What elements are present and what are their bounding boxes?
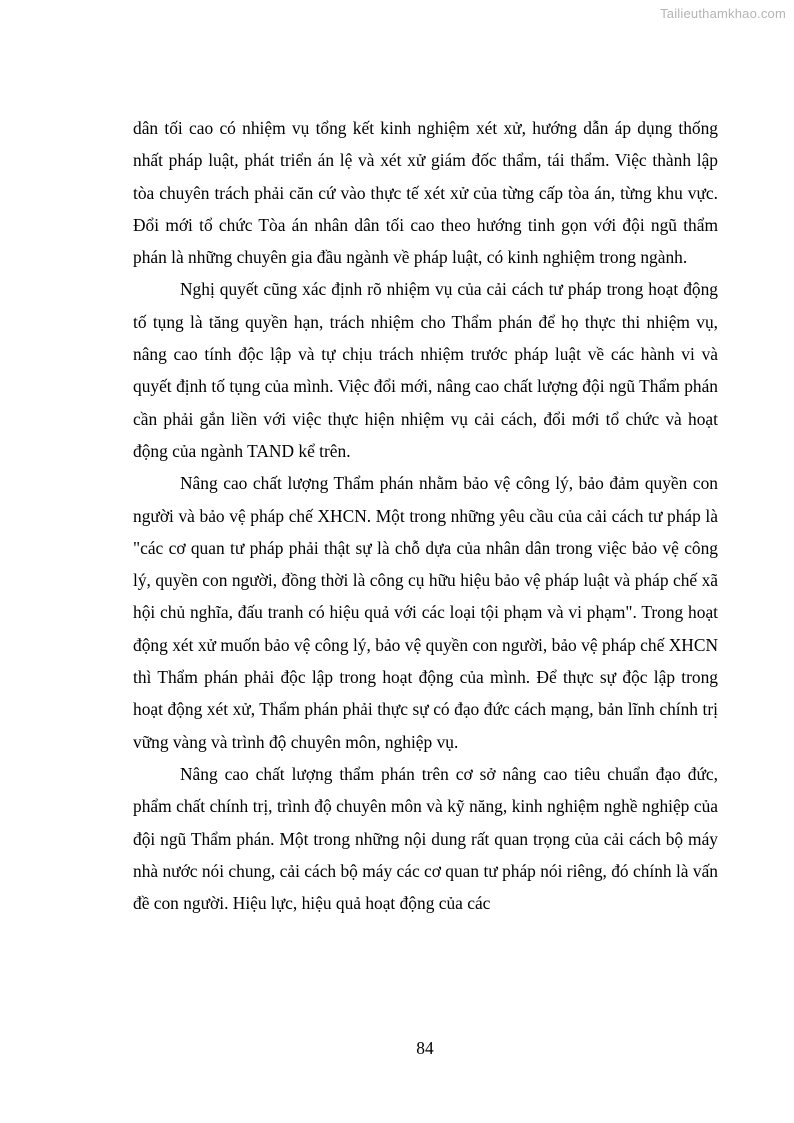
document-body bbox=[133, 112, 718, 919]
paragraph-continued: dân tối cao có nhiệm vụ tổng kết kinh nghiệm xét xử, hướng dẫn áp dụng thống nhất pháp luật, phát triển án lệ và xét xử giám đốc thẩm, tái thẩm. Việc thành lập tòa chuyên trách phải căn cứ vào thực tế xét xử của từng cấp tòa án, từng khu vực. Đổi mới tổ chức Tòa án nhân dân tối cao theo hướng tinh gọn với đội ngũ thẩm phán là những chuyên gia đầu ngành về pháp luật, có kinh nghiệm trong ngành. bbox=[133, 118, 718, 268]
paragraph: Nghị quyết cũng xác định rõ nhiệm vụ của cải cách tư pháp trong hoạt động tố tụng là tăng quyền hạn, trách nhiệm cho Thẩm phán để họ thực thi nhiệm vụ, nâng cao tính độc lập và tự chịu trách nhiệm trước pháp luật về các hành vi và quyết định tố tụng của mình. Việc đổi mới, nâng cao chất lượng đội ngũ Thẩm phán cần phải gắn liền với việc thực hiện nhiệm vụ cải cách, đổi mới tổ chức và hoạt động của ngành TAND kể trên. bbox=[133, 279, 718, 461]
paragraph: Nâng cao chất lượng Thẩm phán nhằm bảo vệ công lý, bảo đảm quyền con người và bảo vệ pháp chế XHCN. Một trong những yêu cầu của cải cách tư pháp là "các cơ quan tư pháp phải thật sự là chỗ dựa của nhân dân trong việc bảo vệ công lý, quyền con người, đồng thời là công cụ hữu hiệu bảo vệ pháp luật và pháp chế xã hội chủ nghĩa, đấu tranh có hiệu quả với các loại tội phạm và vi phạm". Trong hoạt động xét xử muốn bảo vệ công lý, bảo vệ quyền con người, bảo vệ pháp chế XHCN thì Thẩm phán phải độc lập trong hoạt động của mình. Để thực sự độc lập trong hoạt động xét xử, Thẩm phán phải thực sự có đạo đức cách mạng, bản lĩnh chính trị vững vàng và trình độ chuyên môn, nghiệp vụ. bbox=[133, 473, 718, 752]
watermark: Tailieuthamkhao.com bbox=[660, 6, 786, 21]
page-number: 84 bbox=[416, 1038, 434, 1058]
paragraph: Nâng cao chất lượng thẩm phán trên cơ sở nâng cao tiêu chuẩn đạo đức, phẩm chất chính trị, trình độ chuyên môn và kỹ năng, kinh nghiệm nghề nghiệp của đội ngũ Thẩm phán. Một trong những nội dung rất quan trọng của cải cách bộ máy nhà nước nói chung, cải cách bộ máy các cơ quan tư pháp nói riêng, đó chính là vấn đề con người. Hiệu lực, hiệu quả hoạt động của các bbox=[133, 763, 718, 914]
